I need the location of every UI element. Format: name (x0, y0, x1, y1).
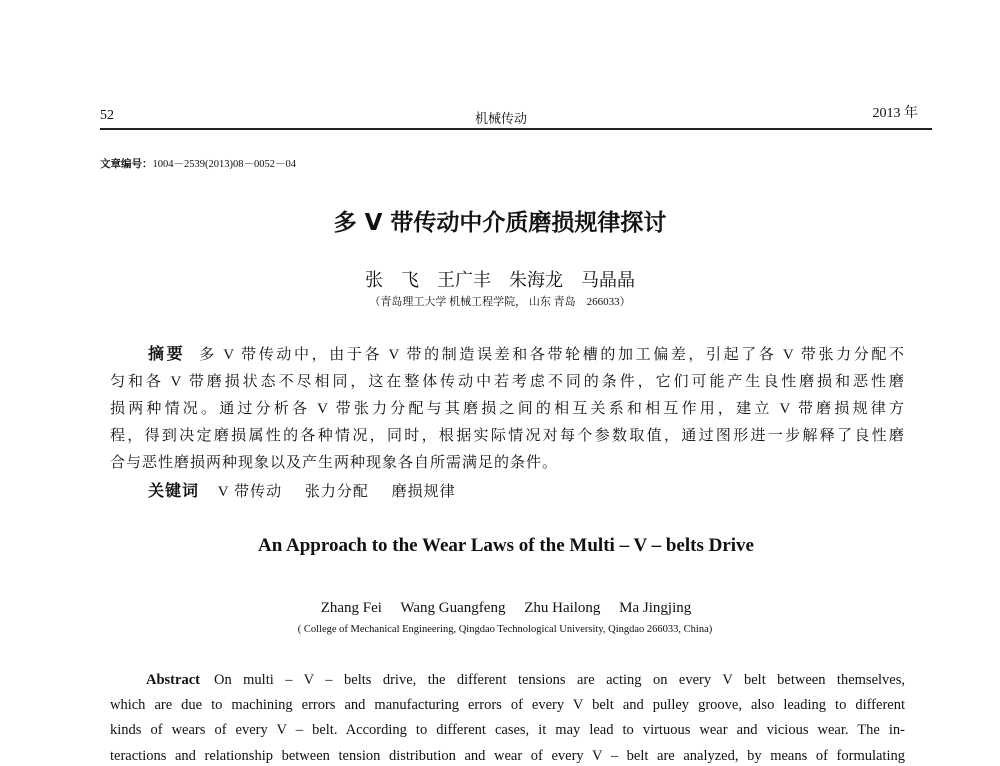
cn-keywords-label: 关键词 (148, 483, 200, 500)
page-number: 52 (100, 108, 114, 123)
cn-affiliation: （青岛理工大学 机械工程学院， 山东 青岛 266033） (369, 296, 631, 308)
cn-abstract-line: 合与恶性磨损两种现象以及产生两种现象各自所需满足的条件。 (110, 455, 559, 471)
cn-abstract-line (110, 344, 905, 366)
cn-abstract-label: 摘要 (148, 346, 186, 363)
en-affiliation: ( College of Mechanical Engineering, Qingdao Technological University, Qingdao 266033, China) (297, 624, 713, 635)
en-abstract-line: which are due to machining errors and manufacturing errors of every V belt and pulley groove, also leading to different (110, 697, 905, 713)
cn-keywords (148, 481, 456, 503)
article-id-value: 1004－2539(2013)08－0052－04 (152, 159, 296, 170)
article-id (100, 156, 296, 171)
year: 2013 年 (872, 106, 918, 121)
article-id-label: 文章编号： (100, 159, 153, 170)
en-title: An Approach to the Wear Laws of the Multi – V – belts Drive (258, 535, 754, 556)
en-abstract-line: teractions and relationship between tension distribution and wear of every V – belt are analyzed, by means of formulating (110, 748, 905, 764)
journal-name: 机械传动 (475, 111, 528, 126)
en-abstract-text: On multi – V – belts drive, the different tensions are acting on every V belt between themselves, (213, 672, 905, 688)
header-rule (100, 128, 932, 130)
keyword: V 带传动 (217, 484, 283, 500)
cn-authors: 张 飞 王广丰 朱海龙 马晶晶 (365, 270, 635, 290)
cn-abstract-line: 匀和各 V 带磨损状态不尽相同，这在整体传动中若考虑不同的条件，它们可能产生良性磨损和恶性磨 (110, 374, 905, 390)
cn-abstract-text: 多 V 带传动中，由于各 V 带的制造误差和各带轮槽的加工偏差，引起了各 V 带张力分配不 (199, 347, 905, 363)
en-abstract-line (110, 670, 905, 690)
keyword: 张力分配 (304, 484, 369, 500)
en-authors: Zhang Fei Wang Guangfeng Zhu Hailong Ma Jingjing (320, 600, 692, 616)
en-abstract-line: kinds of wears of every V – belt. According to different cases, it may lead to virtuous wear and vicious wear. The in- (110, 722, 905, 738)
cn-abstract-line: 损两种情况。通过分析各 V 带张力分配与其磨损之间的相互关系和相互作用，建立 V 带磨损规律方 (110, 401, 905, 417)
keyword: 磨损规律 (391, 484, 456, 500)
cn-title: 多 V 带传动中介质磨损规律探讨 (333, 210, 667, 236)
cn-abstract-line: 程，得到决定磨损属性的各种情况，同时，根据实际情况对每个参数取值，通过图形进一步解释了良性磨 (110, 428, 905, 444)
en-abstract-label: Abstract (146, 672, 200, 688)
